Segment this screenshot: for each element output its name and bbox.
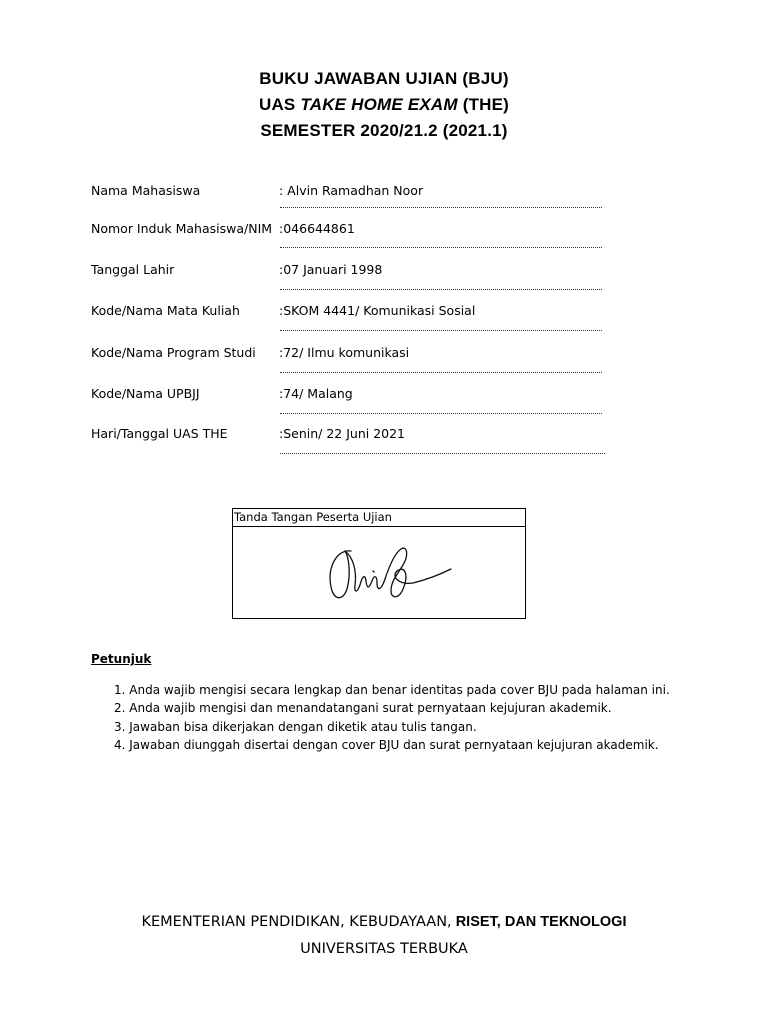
- field-label-hari-tanggal: Hari/Tanggal UAS THE: [91, 426, 228, 441]
- instructions-title: Petunjuk: [91, 652, 152, 666]
- field-value-nim: :046644861: [279, 221, 355, 236]
- list-item: 4. Jawaban diunggah disertai dengan cover BJU dan surat pernyataan kejujuran akademik.: [114, 738, 659, 752]
- field-label-mata-kuliah: Kode/Nama Mata Kuliah: [91, 303, 240, 318]
- header-line-2-italic: TAKE HOME EXAM: [300, 95, 458, 114]
- header-line-2-suffix: (THE): [457, 95, 510, 114]
- dotted-line: [280, 453, 605, 454]
- list-item: 3. Jawaban bisa dikerjakan dengan diketik atau tulis tangan.: [114, 720, 477, 734]
- dotted-line: [280, 289, 602, 290]
- signature-box-header: Tanda Tangan Peserta Ujian: [233, 509, 525, 527]
- dotted-line: [280, 330, 602, 331]
- field-value-tanggal-lahir: :07 Januari 1998: [279, 262, 383, 277]
- field-value-upbjj: :74/ Malang: [279, 386, 353, 401]
- dotted-line: [280, 372, 602, 373]
- field-value-nama: : Alvin Ramadhan Noor: [279, 183, 424, 198]
- signature-box: [232, 508, 526, 619]
- list-item: 1. Anda wajib mengisi secara lengkap dan benar identitas pada cover BJU pada halaman ini.: [114, 683, 670, 697]
- field-value-program-studi: :72/ Ilmu komunikasi: [279, 345, 410, 360]
- header-line-1: BUKU JAWABAN UJIAN (BJU): [259, 69, 509, 88]
- signature-image: [233, 527, 525, 619]
- footer-ministry-regular: KEMENTERIAN PENDIDIKAN, KEBUDAYAAN,: [141, 914, 452, 930]
- footer-ministry: [0, 914, 768, 930]
- field-label-upbjj: Kode/Nama UPBJJ: [91, 386, 200, 401]
- dotted-line: [280, 207, 602, 208]
- field-label-nama: Nama Mahasiswa: [91, 183, 201, 198]
- footer-university: UNIVERSITAS TERBUKA: [300, 941, 468, 957]
- footer-ministry-bold: RISET, DAN TEKNOLOGI: [451, 914, 627, 930]
- field-label-program-studi: Kode/Nama Program Studi: [91, 345, 256, 360]
- field-label-nim: Nomor Induk Mahasiswa/NIM: [91, 221, 273, 236]
- field-label-tanggal-lahir: Tanggal Lahir: [91, 262, 175, 277]
- header-line-3: SEMESTER 2020/21.2 (2021.1): [260, 121, 508, 140]
- field-value-mata-kuliah: :SKOM 4441/ Komunikasi Sosial: [279, 303, 476, 318]
- header-line-2: [0, 95, 768, 115]
- dotted-line: [280, 413, 602, 414]
- header-line-2-prefix: UAS: [258, 95, 301, 114]
- list-item: 2. Anda wajib mengisi dan menandatangani surat pernyataan kejujuran akademik.: [114, 701, 612, 715]
- dotted-line: [280, 247, 602, 248]
- field-value-hari-tanggal: :Senin/ 22 Juni 2021: [279, 426, 406, 441]
